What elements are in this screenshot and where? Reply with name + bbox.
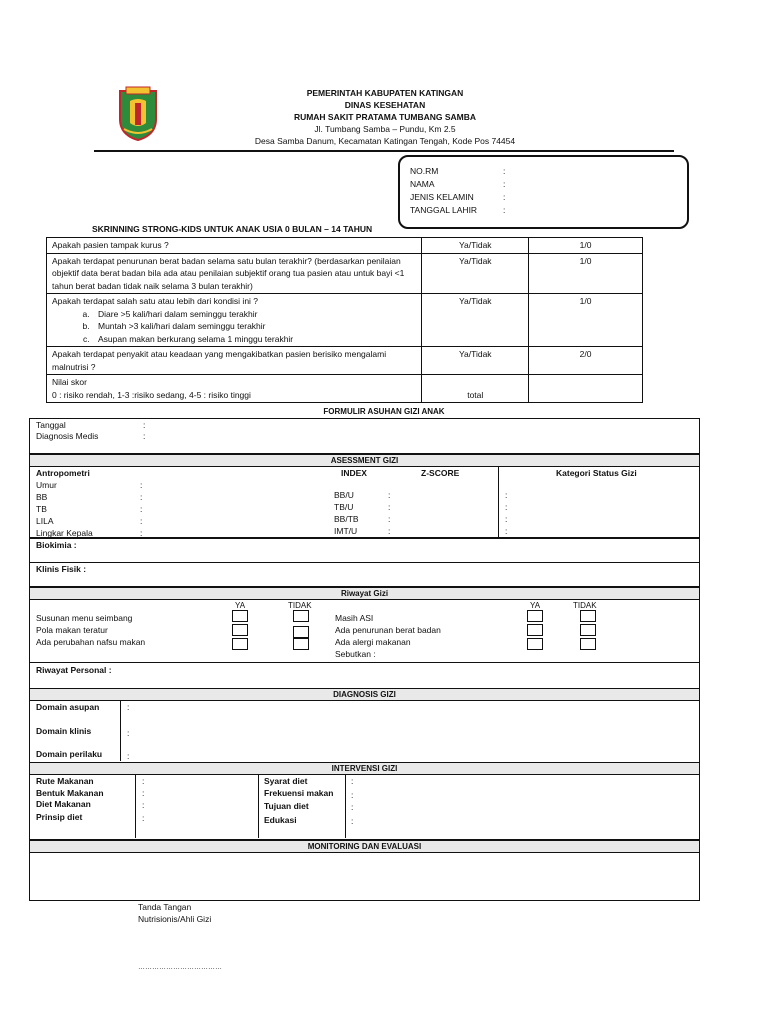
- checkbox-penurunan-tidak[interactable]: [580, 624, 596, 636]
- table-row: [47, 347, 643, 375]
- divider: [135, 774, 136, 838]
- checkbox-asi-ya[interactable]: [527, 610, 543, 622]
- label-nama: NAMA: [410, 179, 435, 189]
- question-3: Apakah terdapat salah satu atau lebih dari kondisi ini ?: [52, 296, 259, 306]
- header-rule: [94, 150, 674, 152]
- colon: :: [388, 490, 391, 500]
- section-intervensi-gizi: INTERVENSI GIZI: [29, 762, 700, 775]
- label-jenis-kelamin: JENIS KELAMIN: [410, 192, 474, 202]
- header-village: Desa Samba Danum, Kecamatan Katingan Tengah, Kode Pos 74454: [254, 136, 516, 146]
- diagnosis-box: [29, 700, 700, 763]
- label-domain-klinis: Domain klinis: [36, 726, 92, 736]
- question-2: Apakah terdapat penurunan berat badan selama satu bulan terakhir? (berdasarkan penilaian objektif data berat badan bila ada atau penilaian subjektif orang tua pasien atau untuk bayi <1 tahun berat badan tidak naik selama 3 bulan terakhir): [47, 253, 422, 294]
- colon: :: [503, 166, 506, 176]
- label-umur: Umur: [36, 480, 57, 490]
- colon: :: [140, 492, 143, 502]
- label-lingkar-kepala: Lingkar Kepala: [36, 528, 93, 538]
- section-assessment: ASESSMENT GIZI: [29, 454, 700, 467]
- intervention-box: [29, 774, 700, 840]
- section-monitoring: MONITORING DAN EVALUASI: [29, 840, 700, 853]
- label-riwayat-personal: Riwayat Personal :: [36, 665, 112, 675]
- header-dept: DINAS KESEHATAN: [344, 100, 426, 110]
- checkbox-pola-tidak[interactable]: [293, 626, 309, 638]
- identity-box: [29, 418, 700, 454]
- colon: :: [503, 192, 506, 202]
- label-lila: LILA: [36, 516, 54, 526]
- checkbox-menu-tidak[interactable]: [293, 610, 309, 622]
- score-label: Nilai skor: [52, 377, 87, 387]
- colon: :: [140, 480, 143, 490]
- label-bentuk-makanan: Bentuk Makanan: [36, 788, 104, 798]
- score-option: 1/0: [529, 238, 643, 254]
- table-row: [47, 238, 643, 254]
- total-value[interactable]: [529, 375, 643, 403]
- colon: :: [127, 728, 130, 738]
- colon: :: [351, 776, 354, 786]
- label-bb-tb: BB/TB: [334, 514, 359, 524]
- score-option: 2/0: [529, 347, 643, 375]
- colon: :: [388, 514, 391, 524]
- score-option: 1/0: [529, 294, 643, 347]
- colon: :: [388, 526, 391, 536]
- checkbox-alergi-tidak[interactable]: [580, 638, 596, 650]
- katingan-logo-icon: [118, 85, 158, 141]
- colon: :: [140, 504, 143, 514]
- colon: :: [351, 802, 354, 812]
- screening-title: SKRINNING STRONG-KIDS UNTUK ANAK USIA 0 BULAN – 14 TAHUN: [92, 224, 373, 234]
- divider: [258, 774, 259, 838]
- label-klinis-fisik: Klinis Fisik :: [36, 564, 87, 574]
- label-biokimia: Biokimia :: [36, 540, 77, 550]
- label-imt-u: IMT/U: [334, 526, 358, 536]
- checkbox-nafsu-ya[interactable]: [232, 638, 248, 650]
- label-rute-makanan: Rute Makanan: [36, 776, 94, 786]
- score-cell: [47, 375, 422, 403]
- colon: :: [142, 800, 145, 810]
- answer-option: Ya/Tidak: [422, 294, 529, 347]
- section-riwayat-gizi: Riwayat Gizi: [29, 587, 700, 600]
- screening-table: [46, 237, 643, 403]
- colon: :: [140, 516, 143, 526]
- header-address: Jl. Tumbang Samba – Pundu, Km 2.5: [314, 124, 456, 134]
- checkbox-alergi-ya[interactable]: [527, 638, 543, 650]
- label-index: INDEX: [341, 468, 367, 478]
- colon: :: [505, 502, 508, 512]
- label-tb-u: TB/U: [334, 502, 354, 512]
- label-zscore: Z-SCORE: [421, 468, 460, 478]
- label-tidak: TIDAK: [288, 601, 312, 610]
- list-item: a. Diare >5 kali/hari dalam seminggu terakhir: [92, 308, 416, 321]
- label-penurunan-bb: Ada penurunan berat badan: [335, 625, 441, 635]
- label-domain-asupan: Domain asupan: [36, 702, 100, 712]
- answer-option: Ya/Tidak: [422, 238, 529, 254]
- label-prinsip-diet: Prinsip diet: [36, 812, 83, 822]
- label-tb: TB: [36, 504, 47, 514]
- form-title: FORMULIR ASUHAN GIZI ANAK: [323, 407, 445, 416]
- label-bb: BB: [36, 492, 48, 502]
- question-3-cell: [47, 294, 422, 347]
- signature-label: Tanda Tangan: [138, 902, 192, 912]
- divider: [120, 700, 121, 761]
- colon: :: [142, 776, 145, 786]
- colon: :: [503, 205, 506, 215]
- label-alergi: Ada alergi makanan: [335, 637, 411, 647]
- colon: :: [143, 420, 146, 430]
- label-ya: YA: [530, 601, 541, 610]
- table-row: [47, 253, 643, 294]
- table-row: [47, 294, 643, 347]
- signature-line: ………………………………: [138, 964, 222, 971]
- label-menu-seimbang: Susunan menu seimbang: [36, 613, 133, 623]
- colon: :: [127, 702, 130, 712]
- checkbox-asi-tidak[interactable]: [580, 610, 596, 622]
- monitoring-box[interactable]: [29, 852, 700, 901]
- score-legend: 0 : risiko rendah, 1-3 :risiko sedang, 4-5 : risiko tinggi: [52, 389, 251, 400]
- colon: :: [142, 813, 145, 823]
- colon: :: [388, 502, 391, 512]
- colon: :: [505, 526, 508, 536]
- colon: :: [351, 790, 354, 800]
- label-edukasi: Edukasi: [264, 815, 297, 825]
- divider: [345, 774, 346, 838]
- label-pola-makan: Pola makan teratur: [36, 625, 108, 635]
- answer-option: Ya/Tidak: [422, 347, 529, 375]
- label-tidak: TIDAK: [573, 601, 597, 610]
- label-antropometri: Antropometri: [36, 468, 90, 478]
- colon: :: [143, 431, 146, 441]
- label-sebutkan: Sebutkan :: [335, 649, 376, 659]
- question-4: Apakah terdapat penyakit atau keadaan yang mengakibatkan pasien berisiko mengalami malnutrisi ?: [47, 347, 422, 375]
- label-bb-u: BB/U: [334, 490, 354, 500]
- label-domain-perilaku: Domain perilaku: [36, 749, 103, 759]
- colon: :: [505, 514, 508, 524]
- colon: :: [142, 788, 145, 798]
- checkbox-menu-ya[interactable]: [232, 610, 248, 622]
- label-tanggal-lahir: TANGGAL LAHIR: [410, 205, 478, 215]
- condition-list: [52, 308, 416, 346]
- colon: :: [140, 528, 143, 538]
- list-item: c. Asupan makan berkurang selama 1 minggu terakhir: [92, 333, 416, 346]
- signature-role: Nutrisionis/Ahli Gizi: [138, 914, 212, 924]
- section-diagnosis-gizi: DIAGNOSIS GIZI: [29, 688, 700, 701]
- label-ya: YA: [235, 601, 246, 610]
- table-row: [47, 375, 643, 403]
- score-option: 1/0: [529, 253, 643, 294]
- total-label: total: [422, 375, 529, 403]
- colon: :: [127, 751, 130, 761]
- label-norm: NO.RM: [410, 166, 439, 176]
- label-nafsu-makan: Ada perubahan nafsu makan: [36, 637, 146, 647]
- divider: [29, 562, 699, 563]
- label-syarat-diet: Syarat diet: [264, 776, 308, 786]
- header-hospital: RUMAH SAKIT PRATAMA TUMBANG SAMBA: [293, 112, 477, 122]
- label-kategori: Kategori Status Gizi: [556, 468, 637, 478]
- label-diet-makanan: Diet Makanan: [36, 799, 91, 809]
- header-gov: PEMERINTAH KABUPATEN KATINGAN: [306, 88, 464, 98]
- colon: :: [505, 490, 508, 500]
- label-frekuensi-makan: Frekuensi makan: [264, 788, 334, 798]
- divider: [29, 662, 699, 663]
- question-1: Apakah pasien tampak kurus ?: [47, 238, 422, 254]
- label-tujuan-diet: Tujuan diet: [264, 801, 309, 811]
- colon: :: [351, 816, 354, 826]
- checkbox-pola-ya[interactable]: [232, 624, 248, 636]
- colon: :: [503, 179, 506, 189]
- list-item: b. Muntah >3 kali/hari dalam seminggu terakhir: [92, 320, 416, 333]
- answer-option: Ya/Tidak: [422, 253, 529, 294]
- checkbox-nafsu-tidak[interactable]: [293, 638, 309, 650]
- label-masih-asi: Masih ASI: [335, 613, 374, 623]
- label-tanggal: Tanggal: [36, 420, 66, 430]
- divider: [498, 466, 499, 537]
- checkbox-penurunan-ya[interactable]: [527, 624, 543, 636]
- label-diagnosis-medis: Diagnosis Medis: [36, 431, 99, 441]
